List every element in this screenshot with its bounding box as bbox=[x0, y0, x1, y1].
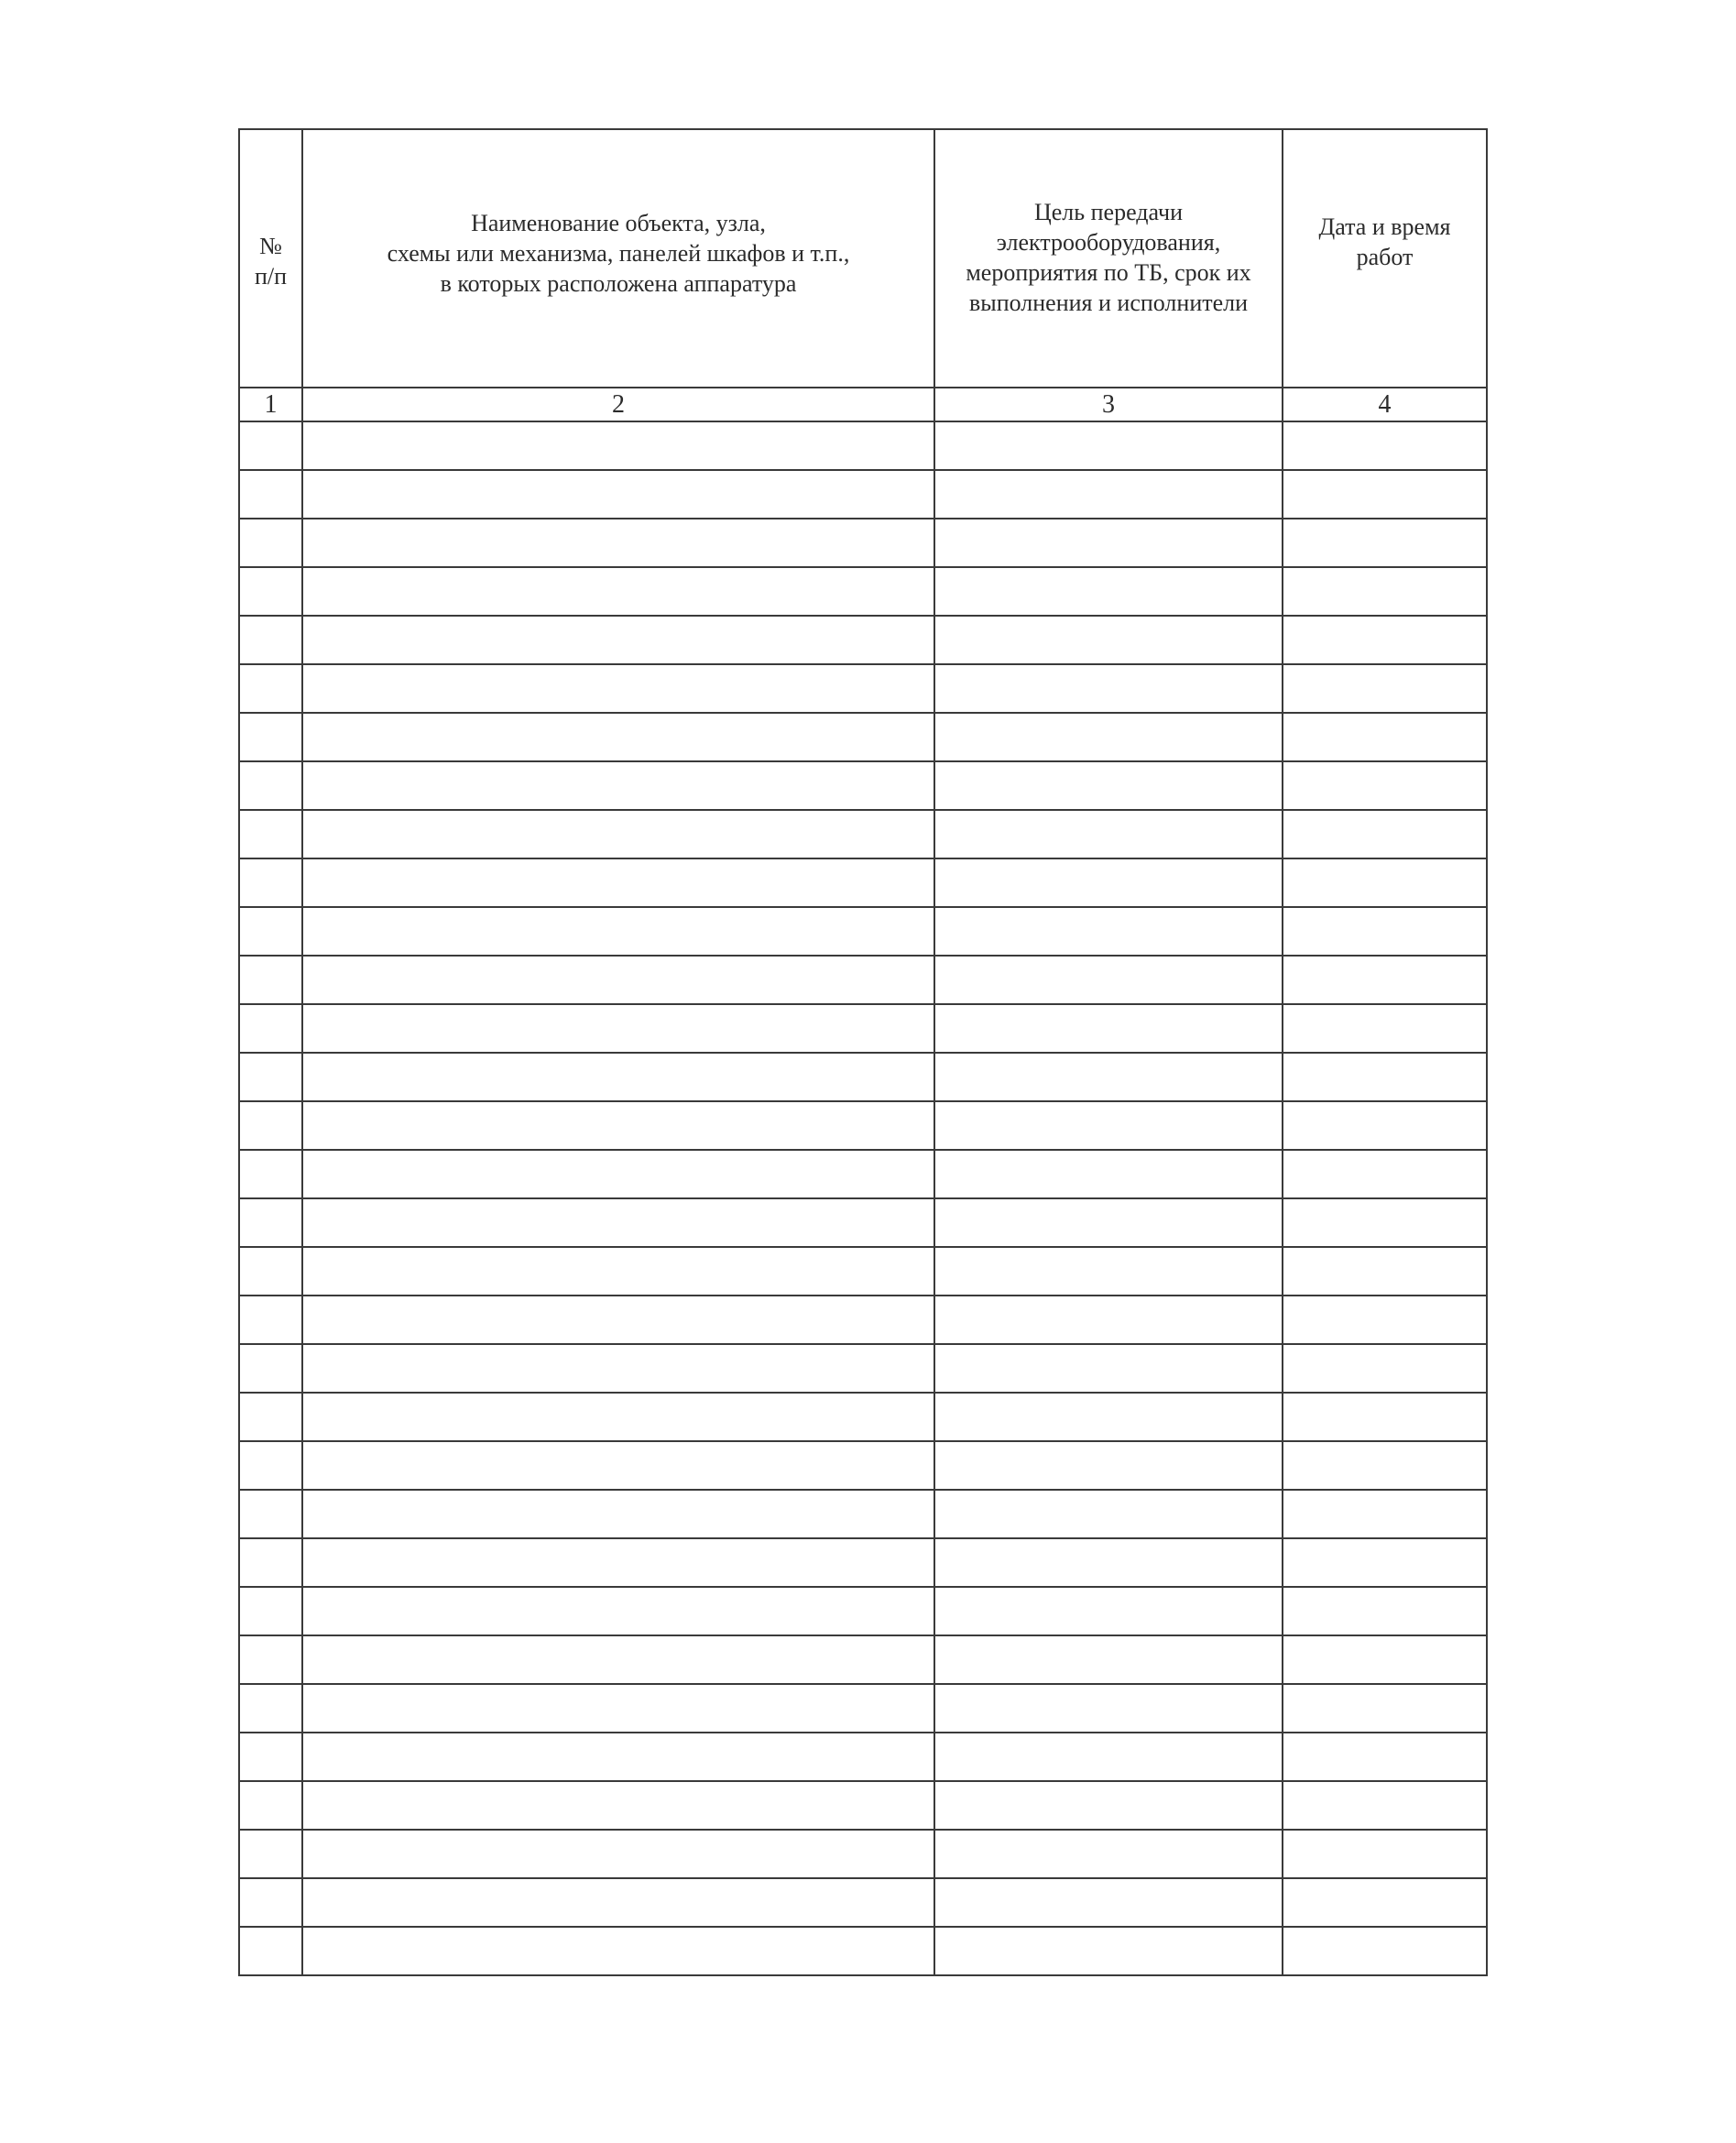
entry-cell-number[interactable] bbox=[239, 1053, 302, 1101]
table-row bbox=[239, 1393, 1487, 1441]
entry-cell-number[interactable] bbox=[239, 1296, 302, 1344]
entry-cell-number[interactable] bbox=[239, 858, 302, 907]
entry-cell-datetime[interactable] bbox=[1283, 761, 1487, 810]
entry-cell-number[interactable] bbox=[239, 519, 302, 567]
entry-cell-purpose[interactable] bbox=[934, 810, 1283, 858]
entry-cell-purpose[interactable] bbox=[934, 470, 1283, 519]
entry-cell-number[interactable] bbox=[239, 1733, 302, 1781]
entry-cell-datetime[interactable] bbox=[1283, 1053, 1487, 1101]
header-transfer-purpose: Цель передачи электрооборудования, мероприятия по ТБ, срок их выполнения и исполнители bbox=[934, 129, 1283, 388]
table-row bbox=[239, 1101, 1487, 1150]
entry-cell-datetime[interactable] bbox=[1283, 421, 1487, 470]
table-row bbox=[239, 1441, 1487, 1490]
table-row bbox=[239, 470, 1487, 519]
table-row bbox=[239, 1490, 1487, 1538]
entry-cell-datetime[interactable] bbox=[1283, 1927, 1487, 1975]
entry-cell-datetime[interactable] bbox=[1283, 1684, 1487, 1733]
entry-cell-object[interactable] bbox=[302, 1344, 934, 1393]
entry-cell-object[interactable] bbox=[302, 1587, 934, 1635]
entry-cell-datetime[interactable] bbox=[1283, 1781, 1487, 1830]
table-row bbox=[239, 1733, 1487, 1781]
table-row bbox=[239, 1296, 1487, 1344]
entry-cell-number[interactable] bbox=[239, 1101, 302, 1150]
entry-cell-purpose[interactable] bbox=[934, 1198, 1283, 1247]
header-row bbox=[239, 129, 1487, 388]
entry-cell-object[interactable] bbox=[302, 1927, 934, 1975]
entry-cell-object[interactable] bbox=[302, 1296, 934, 1344]
entry-cell-purpose[interactable] bbox=[934, 1781, 1283, 1830]
entry-cell-purpose[interactable] bbox=[934, 664, 1283, 713]
entry-cell-purpose[interactable] bbox=[934, 1830, 1283, 1878]
entry-cell-number[interactable] bbox=[239, 616, 302, 664]
header-object-name: Наименование объекта, узла, схемы или механизма, панелей шкафов и т.п., в которых расположена аппаратура bbox=[302, 129, 934, 388]
entry-cell-number[interactable] bbox=[239, 1198, 302, 1247]
entry-cell-datetime[interactable] bbox=[1283, 1733, 1487, 1781]
entry-cell-object[interactable] bbox=[302, 616, 934, 664]
entry-cell-datetime[interactable] bbox=[1283, 616, 1487, 664]
entry-cell-object[interactable] bbox=[302, 567, 934, 616]
entry-cell-datetime[interactable] bbox=[1283, 1247, 1487, 1296]
table-row bbox=[239, 956, 1487, 1004]
entry-cell-number[interactable] bbox=[239, 1344, 302, 1393]
entry-cell-number[interactable] bbox=[239, 1684, 302, 1733]
entry-cell-purpose[interactable] bbox=[934, 1635, 1283, 1684]
entry-cell-datetime[interactable] bbox=[1283, 810, 1487, 858]
entry-cell-number[interactable] bbox=[239, 1247, 302, 1296]
entry-cell-purpose[interactable] bbox=[934, 1441, 1283, 1490]
entry-cell-object[interactable] bbox=[302, 713, 934, 761]
entry-cell-object[interactable] bbox=[302, 1004, 934, 1053]
entry-cell-purpose[interactable] bbox=[934, 1053, 1283, 1101]
table-row bbox=[239, 519, 1487, 567]
entry-cell-datetime[interactable] bbox=[1283, 1198, 1487, 1247]
entry-cell-purpose[interactable] bbox=[934, 907, 1283, 956]
entry-cell-number[interactable] bbox=[239, 1150, 302, 1198]
entry-cell-object[interactable] bbox=[302, 1101, 934, 1150]
entry-cell-number[interactable] bbox=[239, 810, 302, 858]
entry-cell-number[interactable] bbox=[239, 761, 302, 810]
table-row bbox=[239, 1927, 1487, 1975]
entry-cell-object[interactable] bbox=[302, 810, 934, 858]
entry-cell-number[interactable] bbox=[239, 1635, 302, 1684]
entry-cell-purpose[interactable] bbox=[934, 1296, 1283, 1344]
entry-cell-datetime[interactable] bbox=[1283, 567, 1487, 616]
entry-cell-purpose[interactable] bbox=[934, 1684, 1283, 1733]
entry-cell-purpose[interactable] bbox=[934, 761, 1283, 810]
entry-cell-object[interactable] bbox=[302, 1490, 934, 1538]
entry-cell-number[interactable] bbox=[239, 470, 302, 519]
entry-cell-number[interactable] bbox=[239, 1004, 302, 1053]
table-row bbox=[239, 1781, 1487, 1830]
entry-cell-object[interactable] bbox=[302, 1198, 934, 1247]
table-row bbox=[239, 1247, 1487, 1296]
table-row bbox=[239, 1344, 1487, 1393]
entry-cell-datetime[interactable] bbox=[1283, 1635, 1487, 1684]
entry-cell-purpose[interactable] bbox=[934, 1247, 1283, 1296]
entry-cell-purpose[interactable] bbox=[934, 1101, 1283, 1150]
entry-cell-datetime[interactable] bbox=[1283, 713, 1487, 761]
table-row bbox=[239, 567, 1487, 616]
entry-cell-object[interactable] bbox=[302, 1053, 934, 1101]
entry-cell-purpose[interactable] bbox=[934, 1004, 1283, 1053]
entry-cell-object[interactable] bbox=[302, 1684, 934, 1733]
entry-cell-object[interactable] bbox=[302, 421, 934, 470]
entry-cell-object[interactable] bbox=[302, 519, 934, 567]
entry-cell-purpose[interactable] bbox=[934, 1733, 1283, 1781]
table-row bbox=[239, 858, 1487, 907]
entry-cell-number[interactable] bbox=[239, 421, 302, 470]
entry-cell-purpose[interactable] bbox=[934, 1490, 1283, 1538]
entry-cell-number[interactable] bbox=[239, 1781, 302, 1830]
entry-cell-datetime[interactable] bbox=[1283, 1393, 1487, 1441]
header-number: № п/п bbox=[239, 129, 302, 388]
entry-cell-number[interactable] bbox=[239, 1927, 302, 1975]
entry-cell-purpose[interactable] bbox=[934, 421, 1283, 470]
column-number-2: 2 bbox=[302, 388, 934, 421]
table-row bbox=[239, 1635, 1487, 1684]
entry-cell-datetime[interactable] bbox=[1283, 1878, 1487, 1927]
column-number-3: 3 bbox=[934, 388, 1283, 421]
entry-cell-purpose[interactable] bbox=[934, 1538, 1283, 1587]
header-work-datetime: Дата и время работ bbox=[1283, 129, 1487, 388]
table-row bbox=[239, 1053, 1487, 1101]
entry-cell-datetime[interactable] bbox=[1283, 1538, 1487, 1587]
entry-cell-object[interactable] bbox=[302, 761, 934, 810]
entry-cell-datetime[interactable] bbox=[1283, 1004, 1487, 1053]
entry-cell-object[interactable] bbox=[302, 1878, 934, 1927]
entry-cell-object[interactable] bbox=[302, 1393, 934, 1441]
entry-cell-purpose[interactable] bbox=[934, 956, 1283, 1004]
entry-cell-object[interactable] bbox=[302, 664, 934, 713]
entry-cell-purpose[interactable] bbox=[934, 713, 1283, 761]
entry-cell-datetime[interactable] bbox=[1283, 1587, 1487, 1635]
entry-cell-purpose[interactable] bbox=[934, 1587, 1283, 1635]
entry-cell-object[interactable] bbox=[302, 1830, 934, 1878]
entry-cell-datetime[interactable] bbox=[1283, 1344, 1487, 1393]
entry-cell-datetime[interactable] bbox=[1283, 1490, 1487, 1538]
entry-cell-number[interactable] bbox=[239, 1490, 302, 1538]
column-number-row bbox=[239, 388, 1487, 421]
table-row bbox=[239, 664, 1487, 713]
table-row bbox=[239, 421, 1487, 470]
entry-cell-datetime[interactable] bbox=[1283, 907, 1487, 956]
table-row bbox=[239, 1830, 1487, 1878]
entry-cell-object[interactable] bbox=[302, 1635, 934, 1684]
entry-cell-purpose[interactable] bbox=[934, 1927, 1283, 1975]
entry-cell-purpose[interactable] bbox=[934, 567, 1283, 616]
entry-cell-object[interactable] bbox=[302, 470, 934, 519]
entry-cell-object[interactable] bbox=[302, 1150, 934, 1198]
entry-cell-datetime[interactable] bbox=[1283, 956, 1487, 1004]
entry-cell-number[interactable] bbox=[239, 1538, 302, 1587]
entry-cell-object[interactable] bbox=[302, 956, 934, 1004]
entry-cell-purpose[interactable] bbox=[934, 519, 1283, 567]
column-number-4: 4 bbox=[1283, 388, 1487, 421]
entry-cell-purpose[interactable] bbox=[934, 1344, 1283, 1393]
journal-entries bbox=[239, 421, 1487, 1975]
entry-cell-datetime[interactable] bbox=[1283, 664, 1487, 713]
entry-cell-purpose[interactable] bbox=[934, 616, 1283, 664]
table-row bbox=[239, 1004, 1487, 1053]
entry-cell-object[interactable] bbox=[302, 1733, 934, 1781]
table-row bbox=[239, 907, 1487, 956]
table-row bbox=[239, 1878, 1487, 1927]
entry-cell-purpose[interactable] bbox=[934, 1393, 1283, 1441]
table-row bbox=[239, 1538, 1487, 1587]
entry-cell-number[interactable] bbox=[239, 1441, 302, 1490]
entry-cell-datetime[interactable] bbox=[1283, 470, 1487, 519]
entry-cell-object[interactable] bbox=[302, 1781, 934, 1830]
entry-cell-number[interactable] bbox=[239, 1393, 302, 1441]
table-row bbox=[239, 616, 1487, 664]
entry-cell-datetime[interactable] bbox=[1283, 1441, 1487, 1490]
entry-cell-datetime[interactable] bbox=[1283, 1830, 1487, 1878]
entry-cell-number[interactable] bbox=[239, 713, 302, 761]
entry-cell-purpose[interactable] bbox=[934, 858, 1283, 907]
table-row bbox=[239, 713, 1487, 761]
entry-cell-number[interactable] bbox=[239, 567, 302, 616]
entry-cell-datetime[interactable] bbox=[1283, 519, 1487, 567]
entry-cell-purpose[interactable] bbox=[934, 1878, 1283, 1927]
entry-cell-number[interactable] bbox=[239, 1587, 302, 1635]
entry-cell-datetime[interactable] bbox=[1283, 1101, 1487, 1150]
entry-cell-object[interactable] bbox=[302, 858, 934, 907]
table-row bbox=[239, 761, 1487, 810]
entry-cell-datetime[interactable] bbox=[1283, 1150, 1487, 1198]
entry-cell-object[interactable] bbox=[302, 1441, 934, 1490]
journal-table bbox=[238, 128, 1488, 1976]
column-number-1: 1 bbox=[239, 388, 302, 421]
table-row bbox=[239, 810, 1487, 858]
table-row bbox=[239, 1150, 1487, 1198]
table-row bbox=[239, 1684, 1487, 1733]
entry-cell-purpose[interactable] bbox=[934, 1150, 1283, 1198]
entry-cell-object[interactable] bbox=[302, 1538, 934, 1587]
entry-cell-number[interactable] bbox=[239, 907, 302, 956]
table-row bbox=[239, 1587, 1487, 1635]
entry-cell-number[interactable] bbox=[239, 1878, 302, 1927]
entry-cell-number[interactable] bbox=[239, 956, 302, 1004]
entry-cell-object[interactable] bbox=[302, 907, 934, 956]
entry-cell-datetime[interactable] bbox=[1283, 858, 1487, 907]
table-row bbox=[239, 1198, 1487, 1247]
entry-cell-datetime[interactable] bbox=[1283, 1296, 1487, 1344]
entry-cell-number[interactable] bbox=[239, 1830, 302, 1878]
entry-cell-object[interactable] bbox=[302, 1247, 934, 1296]
entry-cell-number[interactable] bbox=[239, 664, 302, 713]
